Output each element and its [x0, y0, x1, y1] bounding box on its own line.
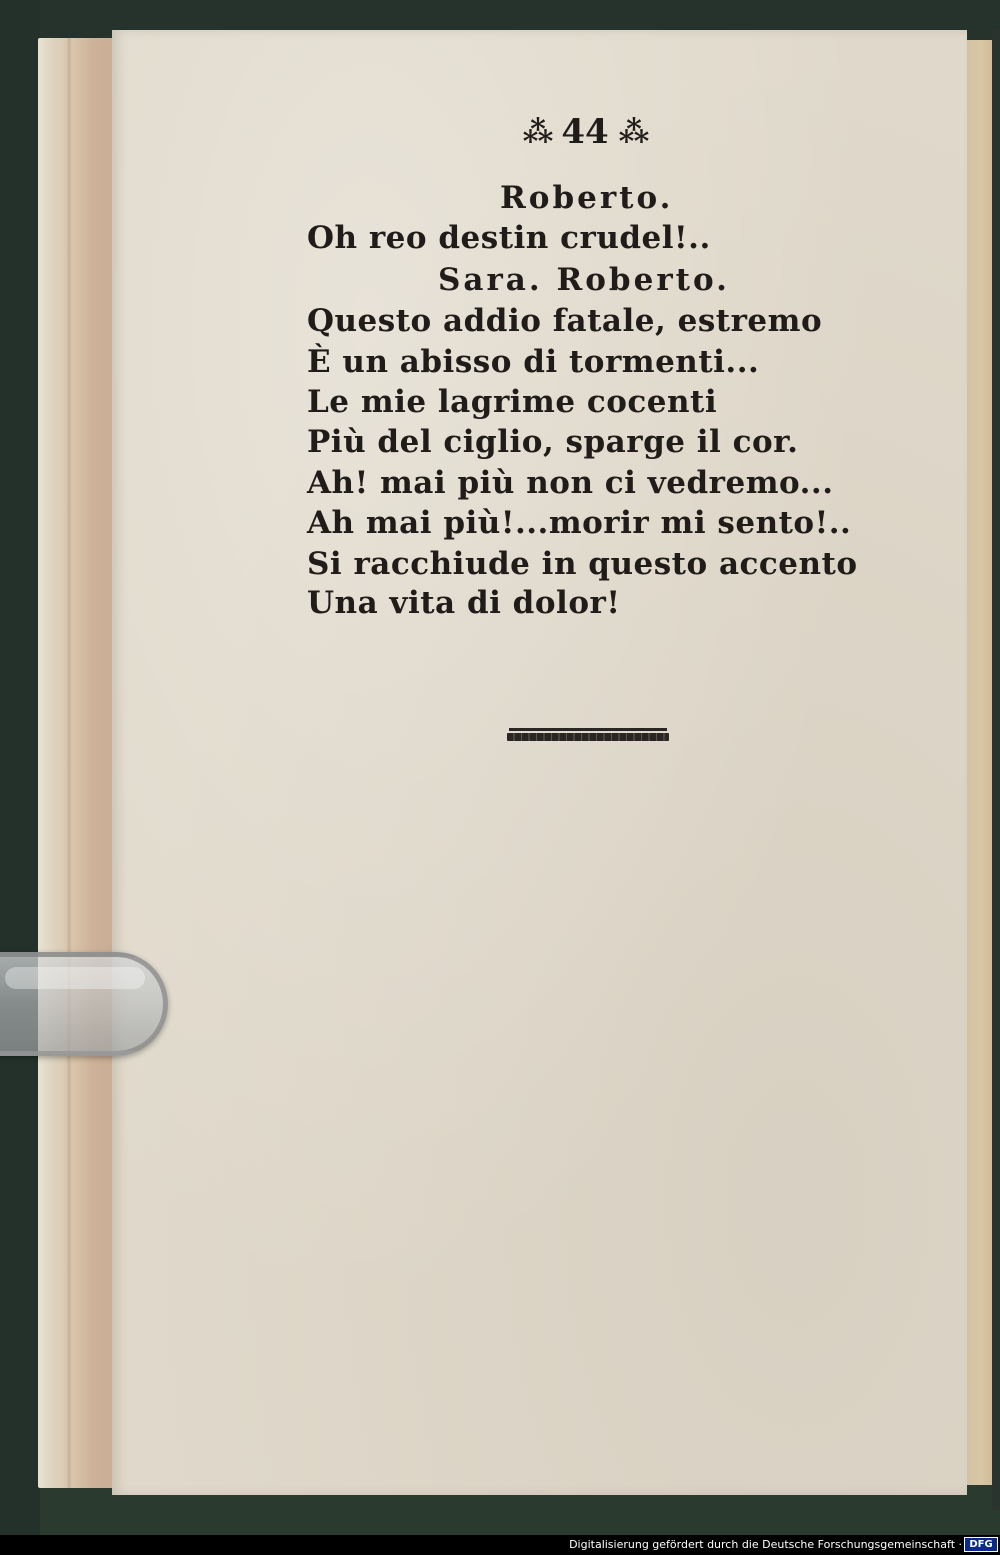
ornament-left-icon: ⁂: [522, 114, 552, 150]
verse-line: Questo addio fatale, estremo: [307, 303, 823, 339]
verse-line: Oh reo destin crudel!..: [307, 220, 711, 256]
speaker-heading: Roberto.: [500, 180, 674, 216]
verse-line: Ah! mai più non ci vedremo...: [307, 465, 834, 501]
verse-line: Si racchiude in questo accento: [307, 546, 858, 582]
speaker-heading: Sara. Roberto.: [438, 262, 730, 298]
page-number-header: [505, 108, 665, 156]
verse-line: Le mie lagrime cocenti: [307, 384, 718, 420]
verse-line: Una vita di dolor!: [307, 585, 621, 621]
page-number: 44: [561, 112, 609, 152]
decorative-rule: [507, 728, 669, 742]
verse-line: Ah mai più!...morir mi sento!..: [307, 505, 852, 541]
rule-bar: [507, 733, 669, 741]
dfg-logo-icon: DFG: [964, 1537, 998, 1552]
verse-line: Più del ciglio, sparge il cor.: [307, 424, 799, 460]
digitization-credit: Digitalisierung gefördert durch die Deutsche Forschungsgemeinschaft ·: [569, 1538, 962, 1551]
verse-line: È un abisso di tormenti...: [307, 344, 760, 380]
ornament-right-icon: ⁂: [618, 114, 648, 150]
rule-top-line: [509, 728, 667, 731]
plastic-page-clip: [0, 952, 168, 1056]
